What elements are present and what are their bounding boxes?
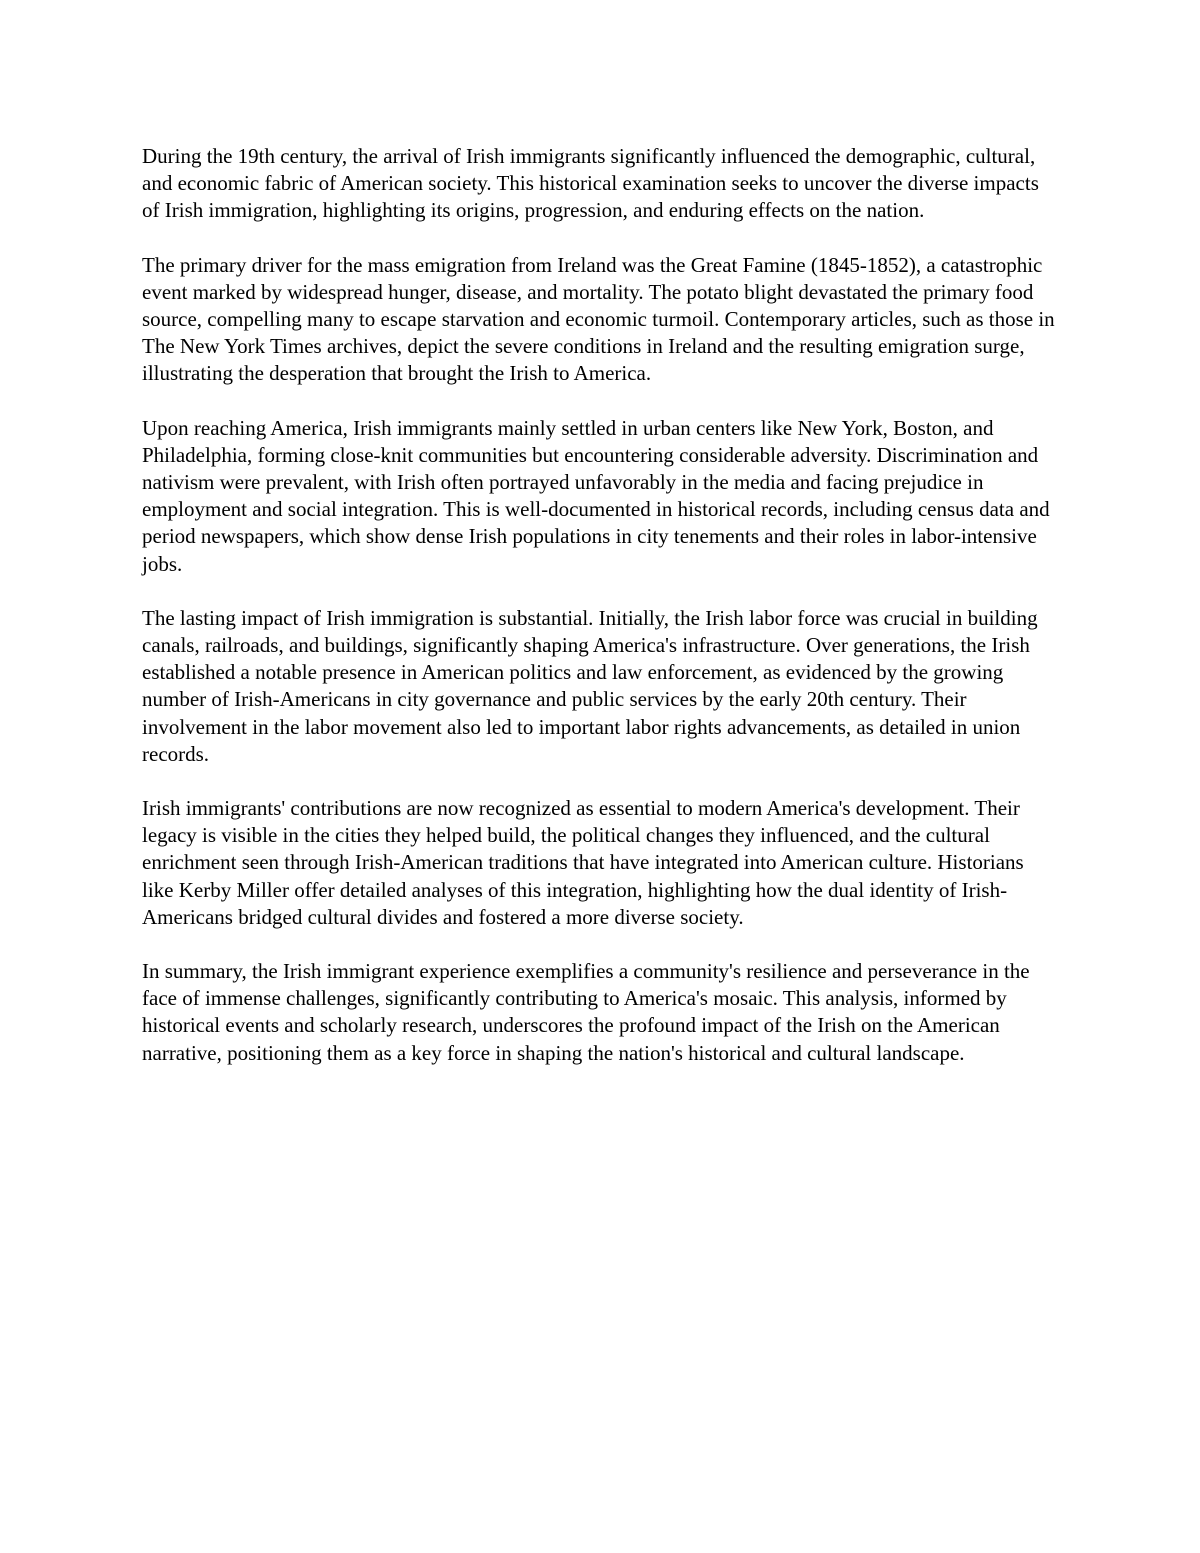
paragraph-introduction: During the 19th century, the arrival of Irish immigrants significantly influenced the demographic, cultural, and economic fabric of American society. This historical examination seeks to uncover the diverse impacts of Irish immigration, highlighting its origins, progression, and enduring effects on the nation. — [142, 144, 1039, 223]
paragraph-lasting-impact: The lasting impact of Irish immigration is substantial. Initially, the Irish labor force was crucial in building canals, railroads, and buildings, significantly shaping America's infrastructure. Over generations, the Irish established a notable presence in American politics and law enforcement, as evidenced by the growing number of Irish-Americans in city governance and public services by the early 20th century. Their involvement in the labor movement also led to important labor rights advancements, as detailed in union records. — [142, 605, 1038, 766]
document-body — [142, 143, 1060, 1094]
paragraph-summary: In summary, the Irish immigrant experience exemplifies a community's resilience and perseverance in the face of immense challenges, significantly contributing to America's mosaic. This analysis, informed by historical events and scholarly research, underscores the profound impact of the Irish on the American narrative, positioning them as a key force in shaping the nation's historical and cultural landscape. — [142, 959, 1030, 1065]
paragraph-contributions-legacy: Irish immigrants' contributions are now recognized as essential to modern America's development. Their legacy is visible in the cities they helped build, the political changes they influenced, and the cultural enrichment seen through Irish-American traditions that have integrated into American culture. Historians like Kerby Miller offer detailed analyses of this integration, highlighting how the dual identity of Irish-Americans bridged cultural divides and fostered a more diverse society. — [142, 796, 1024, 929]
paragraph-great-famine: The primary driver for the mass emigration from Ireland was the Great Famine (1845-1852), a catastrophic event marked by widespread hunger, disease, and mortality. The potato blight devastated the primary food source, compelling many to escape starvation and economic turmoil. Contemporary articles, such as those in The New York Times archives, depict the severe conditions in Ireland and the resulting emigration surge, illustrating the desperation that brought the Irish to America. — [142, 252, 1055, 386]
paragraph-settlement-adversity: Upon reaching America, Irish immigrants mainly settled in urban centers like New York, Boston, and Philadelphia, forming close-knit communities but encountering considerable adversity. Discrimination and nativism were prevalent, with Irish often portrayed unfavorably in the media and facing prejudice in employment and social integration. This is well-documented in historical records, including census data and period newspapers, which show dense Irish populations in city tenements and their roles in labor-intensive jobs. — [142, 415, 1050, 576]
